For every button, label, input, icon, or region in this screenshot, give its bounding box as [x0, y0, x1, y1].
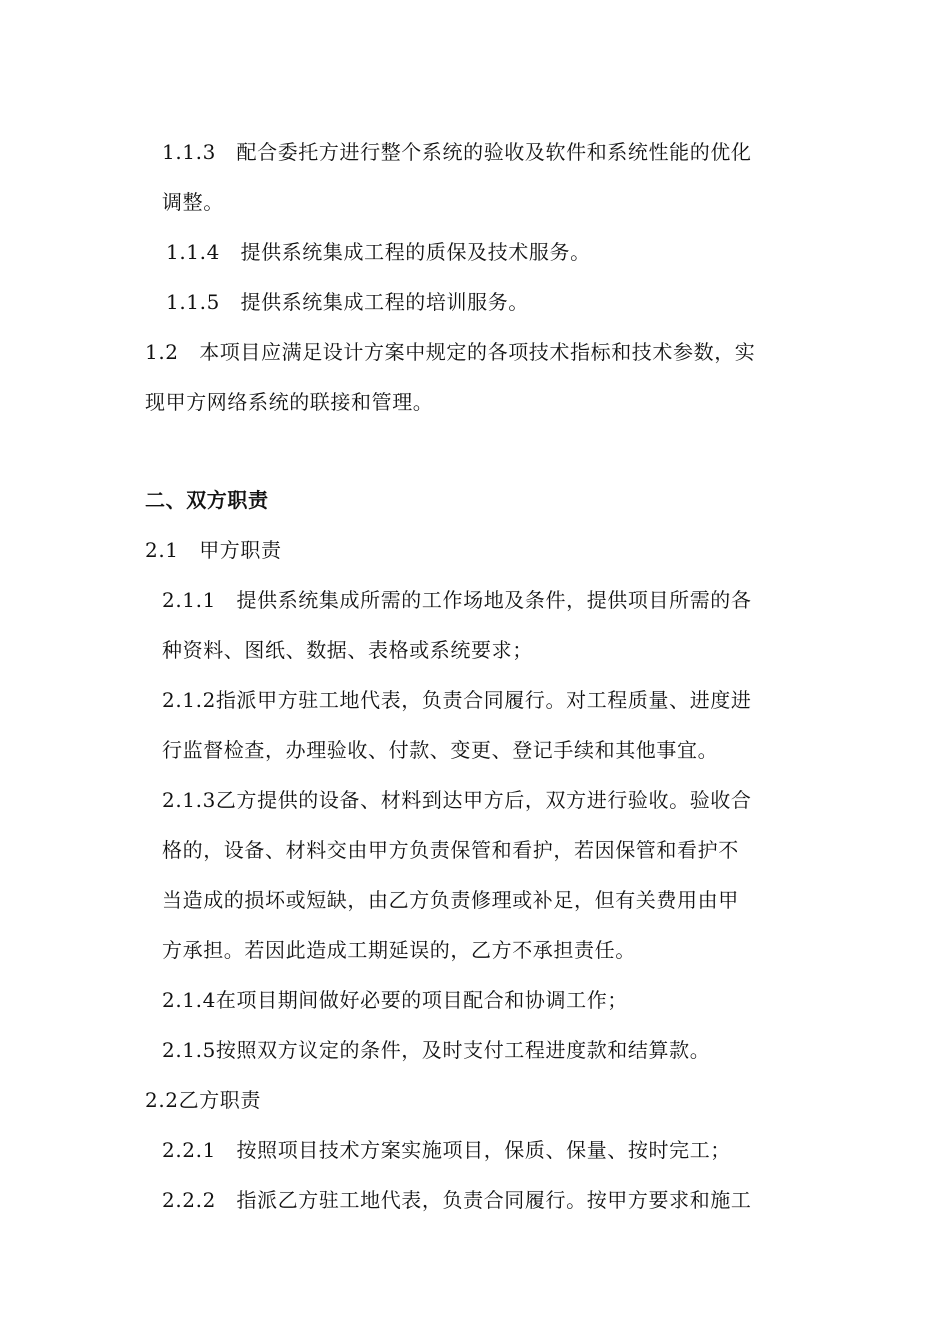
- clause-1-1-4: 1.1.4 提供系统集成工程的质保及技术服务。: [166, 240, 591, 264]
- clause-2-1-5: 2.1.5按照双方议定的条件，及时支付工程进度款和结算款。: [162, 1038, 711, 1062]
- clause-2-1-1-line-2: 种资料、图纸、数据、表格或系统要求；: [162, 638, 533, 662]
- clause-2-1-3-line-4: 方承担。若因此造成工期延误的，乙方不承担责任。: [162, 938, 636, 962]
- clause-2-2-2: 2.2.2 指派乙方驻工地代表，负责合同履行。按甲方要求和施工: [162, 1188, 752, 1212]
- clause-1-2-line-1: 1.2 本项目应满足设计方案中规定的各项技术指标和技术参数，实: [145, 340, 756, 364]
- clause-2-1-1-line-1: 2.1.1 提供系统集成所需的工作场地及条件，提供项目所需的各: [162, 588, 752, 612]
- clause-2-1-4: 2.1.4在项目期间做好必要的项目配合和协调工作；: [162, 988, 628, 1012]
- clause-2-1-3-line-3: 当造成的损坏或短缺，由乙方负责修理或补足，但有关费用由甲: [162, 888, 739, 912]
- clause-2-1-2-line-2: 行监督检查，办理验收、付款、变更、登记手续和其他事宜。: [162, 738, 719, 762]
- subsection-2-1-title: 2.1 甲方职责: [145, 538, 282, 562]
- clause-1-2-line-2: 现甲方网络系统的联接和管理。: [145, 390, 434, 414]
- clause-2-1-2-line-1: 2.1.2指派甲方驻工地代表，负责合同履行。对工程质量、进度进: [162, 688, 752, 712]
- clause-2-1-3-line-1: 2.1.3乙方提供的设备、材料到达甲方后，双方进行验收。验收合: [162, 788, 752, 812]
- clause-1-1-5: 1.1.5 提供系统集成工程的培训服务。: [166, 290, 529, 314]
- clause-2-2-1: 2.2.1 按照项目技术方案实施项目，保质、保量、按时完工；: [162, 1138, 731, 1162]
- clause-2-1-3-line-2: 格的，设备、材料交由甲方负责保管和看护，若因保管和看护不: [162, 838, 739, 862]
- section-2-heading: 二、双方职责: [145, 488, 269, 512]
- subsection-2-2-title: 2.2乙方职责: [145, 1088, 262, 1112]
- clause-1-1-3-line-1: 1.1.3 配合委托方进行整个系统的验收及软件和系统性能的优化: [162, 140, 752, 164]
- clause-1-1-3-line-2: 调整。: [162, 190, 224, 214]
